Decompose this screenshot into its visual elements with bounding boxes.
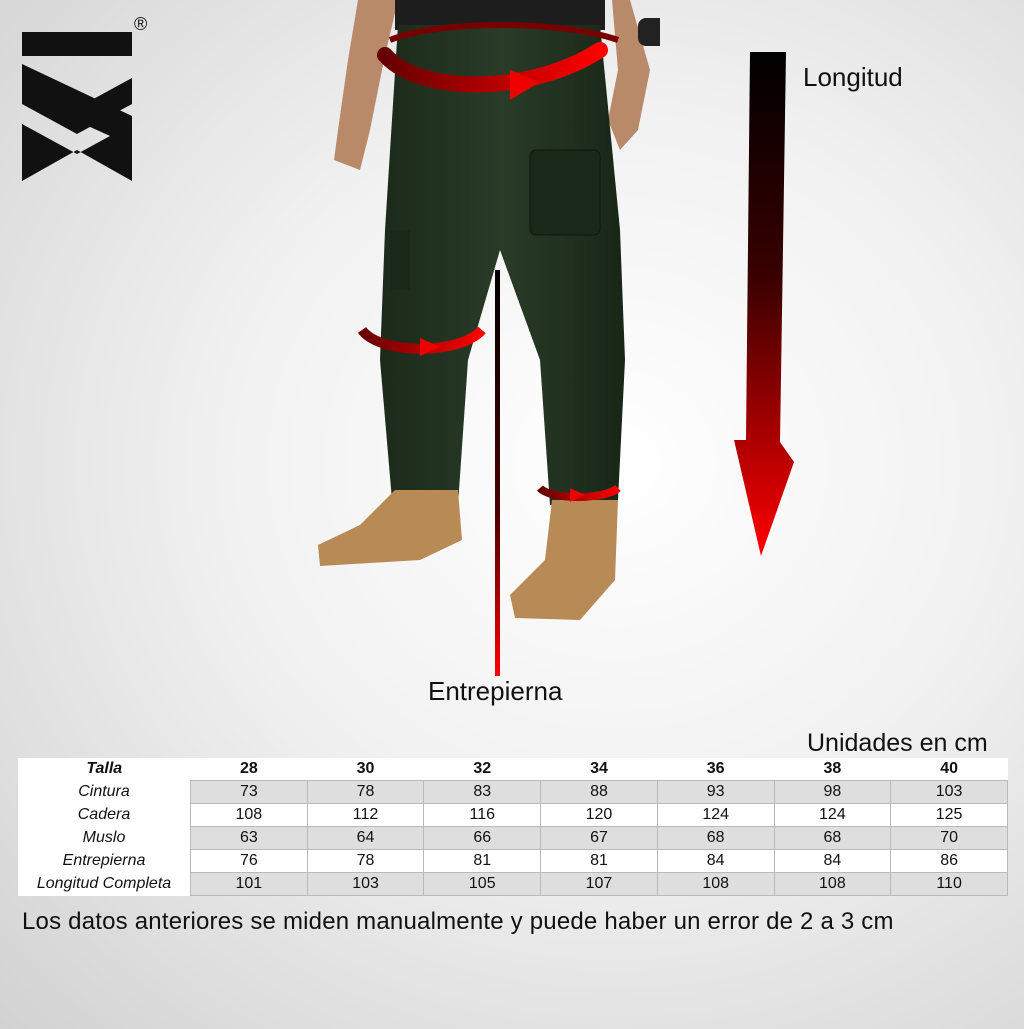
table-cell: 67 bbox=[541, 827, 658, 850]
table-cell: 68 bbox=[657, 827, 774, 850]
length-arrow-icon bbox=[730, 52, 800, 562]
table-cell: 120 bbox=[541, 804, 658, 827]
table-cell: 108 bbox=[657, 873, 774, 896]
table-cell: 78 bbox=[307, 781, 424, 804]
size-header-cell: 40 bbox=[891, 758, 1008, 781]
table-cell: 83 bbox=[424, 781, 541, 804]
table-row bbox=[18, 804, 1008, 827]
inseam-indicator-line bbox=[492, 270, 504, 676]
size-header-cell: 28 bbox=[191, 758, 308, 781]
size-header-cell: 38 bbox=[774, 758, 891, 781]
table-cell: 86 bbox=[891, 850, 1008, 873]
table-cell: 84 bbox=[657, 850, 774, 873]
table-cell: 116 bbox=[424, 804, 541, 827]
table-row bbox=[18, 827, 1008, 850]
table-cell: 70 bbox=[891, 827, 1008, 850]
table-cell: 107 bbox=[541, 873, 658, 896]
table-cell: 81 bbox=[541, 850, 658, 873]
table-cell: 66 bbox=[424, 827, 541, 850]
table-cell: 125 bbox=[891, 804, 1008, 827]
table-cell: 78 bbox=[307, 850, 424, 873]
size-chart-table bbox=[18, 758, 1008, 896]
table-cell: 124 bbox=[774, 804, 891, 827]
length-label: Longitud bbox=[803, 62, 903, 92]
table-cell: 110 bbox=[891, 873, 1008, 896]
table-cell: 68 bbox=[774, 827, 891, 850]
size-header-cell: 30 bbox=[307, 758, 424, 781]
row-label: Cadera bbox=[18, 804, 191, 827]
inseam-label: Entrepierna bbox=[428, 676, 563, 706]
pants-model-illustration bbox=[300, 0, 660, 640]
table-cell: 103 bbox=[307, 873, 424, 896]
table-cell: 124 bbox=[657, 804, 774, 827]
table-cell: 64 bbox=[307, 827, 424, 850]
table-cell: 98 bbox=[774, 781, 891, 804]
table-cell: 108 bbox=[774, 873, 891, 896]
row-label: Entrepierna bbox=[18, 850, 191, 873]
table-cell: 76 bbox=[191, 850, 308, 873]
table-cell: 63 bbox=[191, 827, 308, 850]
table-cell: 108 bbox=[191, 804, 308, 827]
row-label: Cintura bbox=[18, 781, 191, 804]
table-cell: 112 bbox=[307, 804, 424, 827]
table-cell: 103 bbox=[891, 781, 1008, 804]
table-row bbox=[18, 850, 1008, 873]
table-cell: 73 bbox=[191, 781, 308, 804]
table-cell: 81 bbox=[424, 850, 541, 873]
size-header-cell: 34 bbox=[541, 758, 658, 781]
size-header-cell: 36 bbox=[657, 758, 774, 781]
measurement-disclaimer: Los datos anteriores se miden manualmente y puede haber un error de 2 a 3 cm bbox=[22, 908, 894, 935]
table-cell: 105 bbox=[424, 873, 541, 896]
size-header-cell: 32 bbox=[424, 758, 541, 781]
row-label: Longitud Completa bbox=[18, 873, 191, 896]
table-row bbox=[18, 873, 1008, 896]
table-cell: 88 bbox=[541, 781, 658, 804]
chevron-logo-icon bbox=[22, 18, 152, 188]
table-row bbox=[18, 781, 1008, 804]
row-label: Muslo bbox=[18, 827, 191, 850]
size-header-row bbox=[18, 758, 1008, 781]
table-cell: 101 bbox=[191, 873, 308, 896]
registered-mark: ® bbox=[134, 14, 148, 34]
table-cell: 93 bbox=[657, 781, 774, 804]
table-cell: 84 bbox=[774, 850, 891, 873]
units-label: Unidades en cm bbox=[807, 729, 988, 757]
size-header-label: Talla bbox=[18, 758, 191, 781]
